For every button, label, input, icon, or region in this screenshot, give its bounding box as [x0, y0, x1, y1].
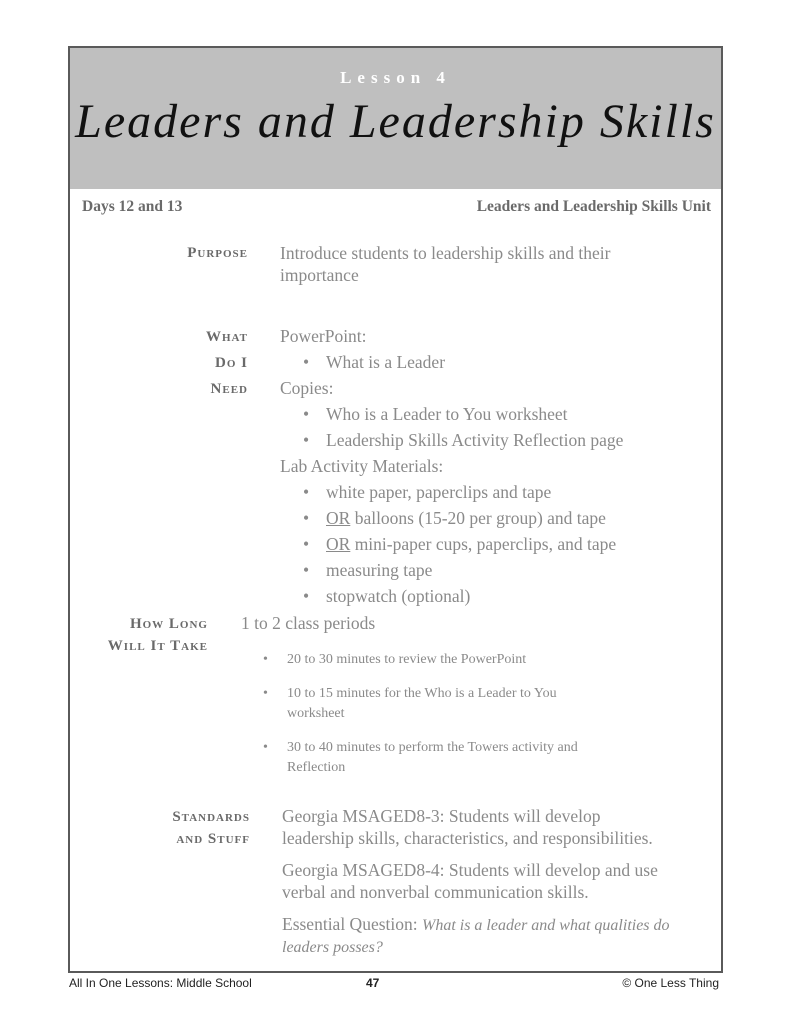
label-line: Need: [210, 381, 248, 397]
list-item: • Leadership Skills Activity Reflection page: [280, 427, 623, 453]
what-do-i-need-body: [280, 323, 623, 609]
standard-2-line: verbal and nonverbal communication skills.: [282, 882, 589, 902]
list-item-text: balloons (15-20 per group) and tape: [350, 508, 606, 528]
list-item-text: white paper, paperclips and tape: [326, 482, 552, 502]
lesson-number: Lesson 4: [340, 68, 451, 87]
copies-list: [280, 401, 623, 453]
label-line: Do I: [215, 355, 248, 371]
purpose-line: Introduce students to leadership skills and their: [280, 243, 611, 263]
essential-question-label: Essential Question:: [282, 914, 422, 934]
label-line: What: [205, 329, 248, 345]
essential-question-text: What is a leader and what qualities do: [421, 917, 670, 934]
time-breakdown-list: [241, 650, 671, 778]
standards-body: [282, 805, 670, 959]
purpose-label-text: Purpose: [187, 245, 248, 261]
list-item-text: measuring tape: [326, 560, 433, 580]
page-number: 47: [366, 976, 380, 990]
or-emphasis: OR: [326, 534, 351, 554]
how-long-body: [241, 612, 375, 634]
label-line: Will It Take: [107, 638, 208, 654]
standard-2-line: Georgia MSAGED8-4: Students will develop and use: [282, 860, 658, 880]
standard-1-line: Georgia MSAGED8-3: Students will develop: [282, 806, 601, 826]
list-item-line: • 10 to 15 minutes for the Who is a Leader to You: [287, 686, 557, 701]
list-item: [280, 557, 623, 583]
standard-1-line: leadership skills, characteristics, and responsibilities.: [282, 828, 653, 848]
powerpoint-list: [280, 349, 623, 375]
list-item: [280, 505, 623, 531]
purpose-line: importance: [280, 265, 359, 285]
label-line: Standards: [172, 809, 250, 825]
lesson-page-frame: [68, 46, 723, 973]
list-item: [241, 738, 671, 778]
list-item: [280, 531, 623, 557]
lesson-banner: [70, 48, 721, 189]
lesson-days: Days 12 and 13: [82, 198, 183, 215]
lab-materials-list: [280, 479, 623, 609]
how-long-summary: 1 to 2 class periods: [241, 613, 376, 633]
essential-question-text: leaders posses?: [282, 939, 383, 956]
list-item: • Who is a Leader to You worksheet: [280, 401, 623, 427]
list-item-text: stopwatch (optional): [326, 586, 471, 606]
purpose-body: [280, 242, 610, 286]
how-long-label: [72, 613, 208, 657]
list-item-line: • 20 to 30 minutes to review the PowerPoint: [287, 652, 527, 667]
list-item-line: worksheet: [287, 706, 345, 721]
essential-question: [282, 913, 670, 937]
lesson-meta-row: [82, 198, 711, 216]
label-line: How Long: [129, 616, 208, 632]
list-item-text: mini-paper cups, paperclips, and tape: [350, 534, 617, 554]
unit-name: Leaders and Leadership Skills Unit: [476, 198, 711, 215]
footer-book-title: All In One Lessons: Middle School: [69, 976, 252, 990]
list-item-line: Reflection: [287, 760, 346, 775]
powerpoint-heading: PowerPoint:: [280, 326, 367, 346]
copies-heading: Copies:: [280, 378, 334, 398]
list-item: [241, 650, 671, 670]
purpose-label: [110, 242, 248, 264]
list-item: [280, 479, 623, 505]
what-do-i-need-label: [110, 324, 248, 402]
list-item: • What is a Leader: [280, 349, 623, 375]
or-emphasis: OR: [326, 508, 351, 528]
list-item: [280, 583, 623, 609]
footer-copyright: © One Less Thing: [622, 976, 719, 990]
label-line: and Stuff: [176, 831, 250, 847]
lesson-title: Leaders and Leadership Skills: [75, 95, 716, 148]
list-item-line: • 30 to 40 minutes to perform the Towers activity and: [287, 740, 578, 755]
lab-materials-heading: Lab Activity Materials:: [280, 456, 444, 476]
standards-label: [110, 806, 250, 850]
list-item: [241, 684, 671, 724]
